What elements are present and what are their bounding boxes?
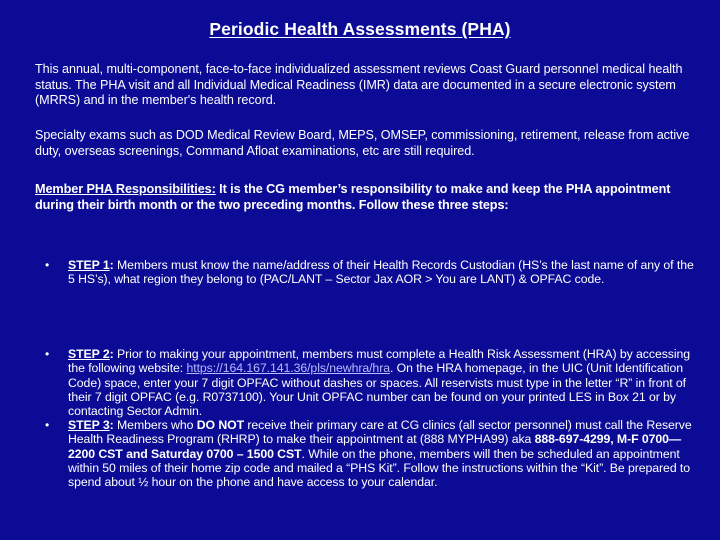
step-2-item (40, 347, 698, 418)
step-2-text-after-link: . On the HRA homepage, in the UIC (Unit Identification Code) space, enter your 7 digit OPFAC without dashes or spaces. All reservists must type in the letter “R” in front of their 7 digit OPFAC (e.g. R0737100). Your Unit OPFAC number can be found on your printed LES in Box 21 or by contacting Sector Admin. (68, 361, 686, 419)
member-responsibilities-label: Member PHA Responsibilities: (35, 182, 216, 196)
step-2-text-before-link: Prior to making your appointment, members must complete a Health Risk Assessment (HRA) by accessing the following website: (68, 347, 691, 376)
step-1-text: Members must know the name/address of their Health Records Custodian (HS’s the last name of any of the 5 HS’s), what region they belong to (PAC/LANT – Sector Jax AOR > You are LANT) & OPFAC code. (68, 258, 694, 287)
bullet-icon: • (45, 347, 50, 361)
step-3-text-2: receive their primary care at CG clinics (all sector personnel) must call the Reserve Health Readiness Program (RHRP) to make their appointment at (888 MYPHA99) aka (68, 418, 692, 447)
step-2-label: STEP 2 (68, 347, 110, 361)
step-1-item (40, 258, 698, 287)
step-3-label: STEP 3 (68, 418, 110, 432)
member-responsibilities-paragraph (35, 181, 695, 213)
step-1-label-colon: : (109, 258, 114, 272)
step-3-emphasis-do-not: DO NOT (196, 418, 245, 432)
member-responsibilities-text: It is the CG member’s responsibility to make and keep the PHA appointment during their birth month or the two preceding months. Follow these three steps: (35, 182, 671, 212)
slide-title-text: Periodic Health Assessments (PHA) (209, 19, 511, 39)
step-3-body (68, 418, 698, 489)
bullet-icon: • (45, 258, 50, 272)
step-1-body (68, 258, 698, 287)
step-2-body (68, 347, 698, 418)
step-3-text-3: . While on the phone, members will then be scheduled an appointment within 50 miles of their home zip code and mailed a “PHS Kit”. Follow the instructions within the “Kit”. Be prepared to spend about ½ hour on the phone and have access to your calendar. (68, 446, 691, 490)
step-3-label-colon: : (109, 418, 114, 432)
step-2-label-colon: : (109, 347, 114, 361)
intro-paragraph: This annual, multi-component, face-to-face individualized assessment reviews Coast Guard personnel medical health status. The PHA visit and all Individual Medical Readiness (IMR) data are documented in a secure electronic system (MRRS) and in the member's health record. (35, 62, 683, 108)
step-3-item (40, 418, 698, 489)
bullet-icon: • (45, 418, 50, 432)
slide-title (0, 19, 720, 40)
step-3-phone-hours: 888-697-4299, M-F 0700—2200 CST and Saturday 0700 – 1500 CST (68, 432, 682, 461)
specialty-exams-paragraph: Specialty exams such as DOD Medical Review Board, MEPS, OMSEP, commissioning, retirement, release from active duty, overseas screenings, Command Afloat examinations, etc are still required. (35, 128, 690, 158)
step-3-text-1: Members who (113, 418, 197, 432)
hra-website-link[interactable]: https://164.167.141.36/pls/newhra/hra (186, 361, 390, 376)
step-1-label: STEP 1 (68, 258, 110, 272)
